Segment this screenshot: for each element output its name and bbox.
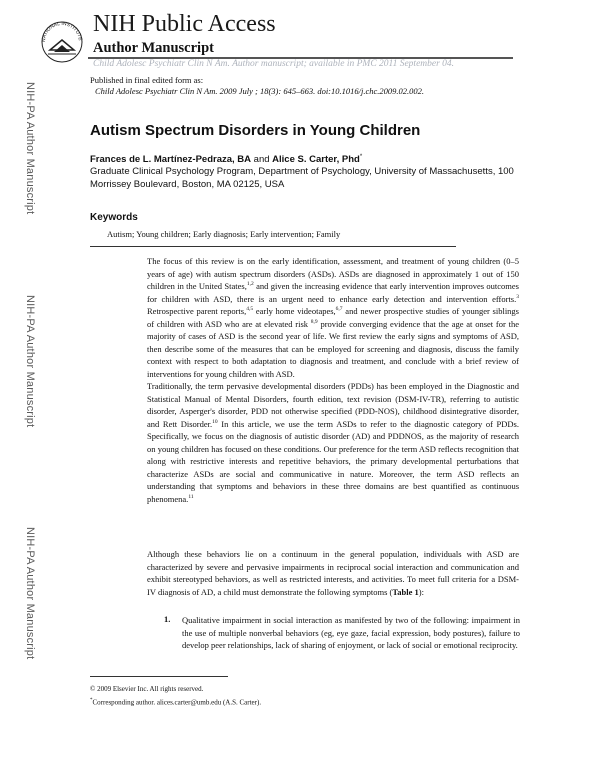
citation-ref: 4,5 [246, 306, 254, 313]
published-label: Published in final edited form as: [90, 75, 204, 85]
sidebar-label-middle: NIH-PA Author Manuscript [24, 295, 36, 428]
copyright-note: © 2009 Elsevier Inc. All rights reserved. [90, 685, 204, 693]
nih-public-access-title: NIH Public Access [93, 11, 276, 37]
nih-seal-icon [40, 12, 84, 68]
list-item-text: Qualitative impairment in social interaction as manifested by two of the following: impairment in the use of multiple nonverbal behaviors (eg, eye gaze, facial expression, body postures), failure to develop peer relationships, lack of sharing of enjoyment, or lack of social or emotional reciprocity. [182, 615, 520, 650]
citation-text: Child Adolesc Psychiatr Clin N Am. 2009 July ; 18(3): 645–663. doi:10.1016/j.chc.2009.02.002. [95, 86, 425, 96]
citation-ref: 8,9 [310, 318, 318, 325]
table-reference: Table 1 [392, 586, 419, 597]
author-conjunction: and [253, 154, 270, 166]
abstract-paragraph: The focus of this review is on the early identification, assessment, and treatment of young children (0–5 years of age) with autism spectrum disorders (ASDs). ASDs are diagnosed in approximately 1 out of 150 children in the United States,$^{1,2}$ and given the increasing evidence that early intervention improves outcomes for children with ASD, there is an urgent need to enhance early detection and intervention efforts.$^3$ Retrospective parent reports,$^{4,5}$ early home videotapes,$^{6,7}$ and newer prospective studies of younger siblings of children with ASD who are at elevated risk $^{8,9}$ provide converging evidence that the age at onset for the majority of cases of ASD is the second year of life. We first review the early signs and symptoms of ASD, then describe some of the measures that can be employed for screening and diagnosis, discuss the family context with respect to both adaptation to diagnosis and treatment, and conclude with a brief review of interventions for young children with ASD. [147, 256, 519, 379]
body-paragraph-2: Although these behaviors lie on a continuum in the general population, individuals with ASD are characterized by severe and pervasive impairments in reciprocal social interaction and communication and exhibit stereotyped behaviors, as well as restricted interests, and activities. To meet full criteria for a DSM-IV diagnosis of AD, a child must demonstrate the following symptoms (Table 1): [147, 549, 519, 597]
corresponding-mark: * [359, 154, 363, 160]
footnote-divider [90, 676, 228, 677]
citation-ref: 10 [212, 418, 218, 425]
citation-line [95, 86, 424, 96]
keywords-heading: Keywords [90, 212, 138, 223]
list-item-number: 1. [164, 614, 171, 624]
keywords-text: Autism; Young children; Early diagnosis; Early intervention; Family [107, 229, 341, 239]
sidebar-label-top: NIH-PA Author Manuscript [24, 82, 36, 215]
journal-availability-line: Child Adolesc Psychiatr Clin N Am. Author manuscript; available in PMC 2011 September 04. [93, 59, 455, 69]
keywords-divider [90, 246, 456, 247]
sidebar-label-bottom: NIH-PA Author Manuscript [24, 527, 36, 660]
logo-text: NATIONAL INSTITUTE [40, 20, 83, 43]
footnote-mark: * [90, 698, 93, 703]
affiliation: Graduate Clinical Psychology Program, Department of Psychology, University of Massachusetts, 100 Morrissey Boulevard, Boston, MA 02125, USA [90, 166, 514, 190]
svg-text:NATIONAL INSTITUTES OF HEALTH [40, 12, 83, 42]
author-manuscript-label: Author Manuscript [93, 40, 214, 56]
author-2: Alice S. Carter, Phd [272, 154, 360, 166]
citation-ref: 6,7 [335, 306, 343, 313]
citation-ref: 3 [516, 293, 519, 300]
article-title: Autism Spectrum Disorders in Young Children [90, 122, 421, 139]
body-paragraph-1: Traditionally, the term pervasive developmental disorders (PDDs) has been employed in the Diagnostic and Statistical Manual of Mental Disorders, fourth edition, text revision (DSM-IV-TR), referring to autistic disorder, Asperger's disorder, PDD not otherwise specified (PDD-NOS), childhood disintegrative disorder, and Rett Disorder.$^{10}$ In this article, we use the term ASDs to refer to the diagnostic category of PDDs. Specifically, we focus on the diagnosis of autistic disorder (AD) and PDDNOS, as the majority of research on young children has focused on these conditions. Our preference for the term ASD reflects recognition that along with restrictive interests and repetitive behaviors, the primary developmental perturbations that characterize ASDs are social and communicative in nature. Moreover, the term ASD reflects an understanding that symptoms and behaviors in these three domains are best quantified as continuous phenomena.$^{11}$ [147, 381, 519, 504]
citation-ref: 1,2 [246, 281, 254, 288]
nih-logo [40, 12, 84, 68]
citation-ref: 11 [188, 493, 194, 500]
corresponding-author-note: *Corresponding author. alices.carter@umb.edu (A.S. Carter). [90, 698, 262, 707]
author-line [90, 154, 362, 165]
author-1: Frances de L. Martínez-Pedraza, BA [90, 154, 252, 166]
